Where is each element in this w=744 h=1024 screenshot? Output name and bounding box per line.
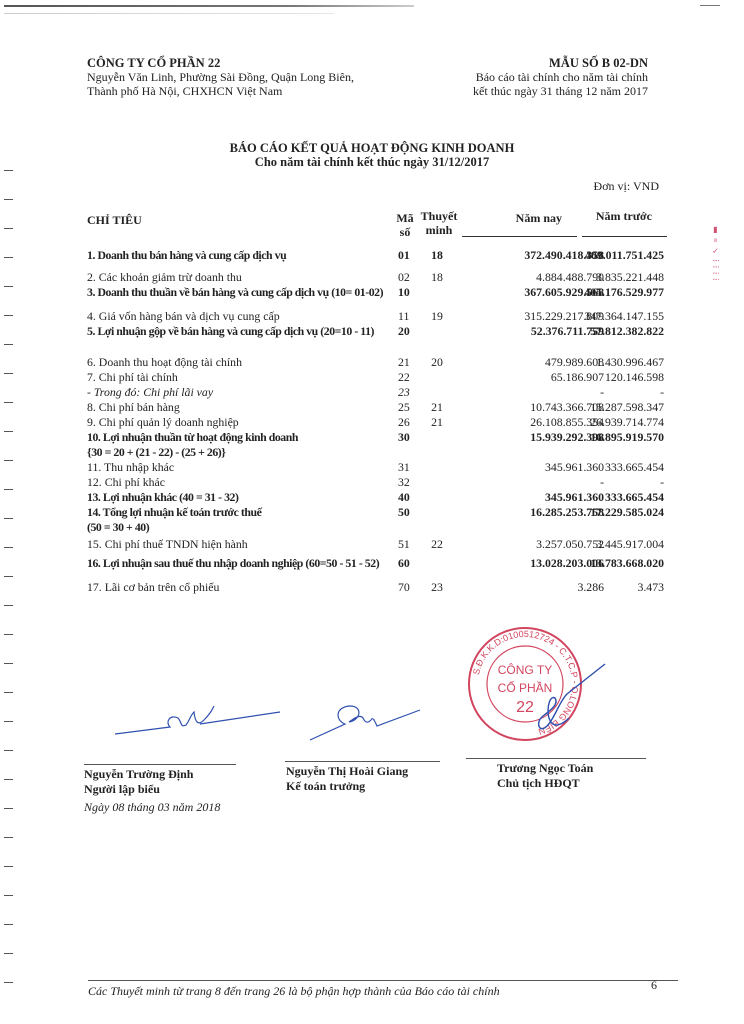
- row-code: 31: [398, 460, 410, 474]
- binding-mark: [4, 895, 13, 896]
- form-desc-line2: kết thúc ngày 31 tháng 12 năm 2017: [473, 84, 648, 98]
- currency-unit: Đơn vị: VND: [593, 179, 659, 193]
- table-row: [87, 430, 677, 445]
- binding-mark: [4, 344, 13, 345]
- table-row: [87, 445, 677, 460]
- row-note: 18: [431, 270, 443, 284]
- row-code: 70: [398, 580, 410, 594]
- row-code: 21: [398, 355, 410, 369]
- binding-mark: [4, 402, 13, 403]
- row-previous-year: -: [660, 385, 664, 399]
- header-code-line2: số: [399, 225, 411, 239]
- row-current-year: 3.257.050.752: [536, 537, 604, 551]
- row-previous-year: 1.430.996.467: [596, 355, 664, 369]
- row-previous-year: 57.812.382.822: [590, 324, 664, 338]
- report-subtitle: Cho năm tài chính kết thúc ngày 31/12/2017: [254, 155, 490, 169]
- binding-mark: [4, 750, 13, 751]
- row-code: 40: [398, 490, 410, 504]
- binding-mark: [4, 721, 13, 722]
- signatory-name: Trương Ngọc Toán: [497, 761, 594, 775]
- header-code: [396, 211, 414, 239]
- row-code: 23: [398, 385, 410, 399]
- stamp-line2: CỔ PHẦN: [497, 681, 553, 695]
- row-label: 12. Chi phí khác: [87, 475, 165, 489]
- binding-mark: [4, 576, 13, 577]
- binding-mark: [4, 605, 13, 606]
- row-previous-year: 333.665.454: [605, 460, 664, 474]
- header-note-line1: Thuyết: [420, 209, 458, 223]
- binding-mark: [4, 460, 13, 461]
- company-name: CÔNG TY CỔ PHẦN 22: [87, 56, 221, 70]
- signatory-chief-accountant: [286, 764, 408, 794]
- table-row: [87, 580, 677, 595]
- accountant-signature: [305, 692, 425, 752]
- binding-mark: [4, 286, 13, 287]
- row-current-year: 367.605.929.568: [524, 285, 604, 299]
- binding-mark: [4, 228, 13, 229]
- row-label: 17. Lãi cơ bản trên cổ phiếu: [87, 580, 220, 594]
- row-previous-year: 17.229.585.024: [590, 505, 664, 519]
- row-label: 1. Doanh thu bán hàng và cung cấp dịch vụ: [87, 248, 287, 262]
- row-note: 22: [431, 537, 443, 551]
- report-title-block: [0, 141, 744, 169]
- stamp-line1: CÔNG TY: [497, 663, 553, 677]
- table-row: [87, 270, 677, 285]
- binding-mark: [4, 373, 13, 374]
- table-row: [87, 309, 677, 324]
- row-label: 6. Doanh thu hoạt động tài chính: [87, 355, 242, 369]
- row-current-year: 372.490.418.358: [524, 248, 604, 262]
- row-label: - Trong đó: Chi phí lãi vay: [87, 385, 214, 399]
- binding-mark: [4, 547, 13, 548]
- table-row: [87, 248, 677, 263]
- signatory-name: Nguyễn Trường Định: [84, 767, 194, 781]
- row-note: 20: [431, 355, 443, 369]
- page-number: 6: [651, 978, 657, 992]
- signatory-name: Nguyễn Thị Hoài Giang: [286, 764, 409, 778]
- signature-line: [466, 758, 646, 759]
- signature-line: [285, 761, 440, 762]
- row-code: 51: [398, 537, 410, 551]
- side-page-stamp: ▮ ≡ ✓ ⁞ ⁞ ⁞ ⁞: [711, 225, 720, 282]
- row-current-year: 3.286: [577, 580, 604, 594]
- header-previous-year: Năm trước: [595, 209, 652, 223]
- signature-line: [84, 764, 236, 765]
- row-code: 20: [398, 324, 410, 338]
- row-code: 25: [398, 400, 410, 414]
- row-current-year: -: [600, 385, 604, 399]
- row-note: 23: [431, 580, 443, 594]
- row-label: 13. Lợi nhuận khác (40 = 31 - 32): [87, 490, 239, 504]
- signatory-role: Kế toán trưởng: [286, 779, 366, 793]
- binding-mark: [4, 489, 13, 490]
- row-previous-year: 3.473: [637, 580, 664, 594]
- binding-mark: [4, 315, 13, 316]
- table-row: [87, 355, 677, 370]
- row-previous-year: 333.665.454: [605, 490, 664, 504]
- row-current-year: 315.229.217.809: [524, 309, 604, 323]
- row-label: 10. Lợi nhuận thuần từ hoạt động kinh doanh: [87, 430, 298, 444]
- table-row: [87, 556, 677, 571]
- table-row: [87, 400, 677, 415]
- table-row: [87, 520, 677, 535]
- binding-mark: [4, 692, 13, 693]
- scan-edge-line: [700, 5, 720, 6]
- stamp-line3: 22: [516, 699, 534, 716]
- row-label: 4. Giá vốn hàng bán và dịch vụ cung cấp: [87, 309, 280, 323]
- table-row: [87, 370, 677, 385]
- binding-mark: [4, 170, 13, 171]
- row-code: 60: [398, 556, 410, 570]
- row-current-year: 479.989.608: [545, 355, 604, 369]
- row-code: 30: [398, 430, 410, 444]
- row-code: 26: [398, 415, 410, 429]
- row-note: 21: [431, 415, 443, 429]
- row-previous-year: 3.835.221.448: [596, 270, 664, 284]
- row-code: 02: [398, 270, 410, 284]
- row-label: {30 = 20 + (21 - 22) - (25 + 26)}: [87, 445, 226, 459]
- header-current-year: Năm nay: [515, 211, 562, 225]
- signing-date: Ngày 08 tháng 03 năm 2018: [84, 800, 221, 814]
- row-label: 9. Chi phí quản lý doanh nghiệp: [87, 415, 239, 429]
- row-code: 32: [398, 475, 410, 489]
- company-stamp: [455, 622, 625, 746]
- row-code: 01: [398, 248, 410, 262]
- row-label: 15. Chi phí thuế TNDN hiện hành: [87, 537, 248, 551]
- header-code-line1: Mã: [396, 211, 414, 225]
- report-title: BÁO CÁO KẾT QUẢ HOẠT ĐỘNG KINH DOANH: [229, 141, 515, 155]
- row-current-year: 65.186.907: [550, 370, 604, 384]
- binding-mark: [4, 982, 13, 983]
- table-row: [87, 490, 677, 505]
- row-label: (50 = 30 + 40): [87, 520, 150, 534]
- header-note: [418, 209, 460, 237]
- footer-rule: [88, 980, 678, 981]
- row-previous-year: 347.364.147.155: [584, 309, 664, 323]
- row-label: 14. Tổng lợi nhuận kế toán trước thuế: [87, 505, 262, 519]
- scan-edge-line: [4, 5, 414, 7]
- form-desc-line1: Báo cáo tài chính cho năm tài chính: [475, 70, 648, 84]
- table-row: [87, 324, 677, 339]
- row-label: 5. Lợi nhuận gộp về bán hàng và cung cấp dịch vụ (20=10 - 11): [87, 324, 375, 338]
- signatory-role: Chủ tịch HĐQT: [497, 776, 580, 790]
- row-code: 11: [398, 309, 410, 323]
- binding-mark: [4, 518, 13, 519]
- table-row: [87, 505, 677, 520]
- table-row: [87, 475, 677, 490]
- row-previous-year: 13.783.668.020: [590, 556, 664, 570]
- preparer-signature: [110, 692, 290, 752]
- row-current-year: 15.939.292.398: [530, 430, 604, 444]
- row-previous-year: -: [660, 475, 664, 489]
- row-note: 18: [431, 248, 443, 262]
- row-current-year: 345.961.360: [545, 460, 604, 474]
- binding-mark: [4, 779, 13, 780]
- binding-mark: [4, 634, 13, 635]
- binding-mark: [4, 866, 13, 867]
- signatory-chairman: [497, 761, 593, 791]
- row-current-year: -: [600, 475, 604, 489]
- table-row: [87, 415, 677, 430]
- header-item: CHỈ TIÊU: [87, 213, 142, 227]
- row-current-year: 345.961.360: [545, 490, 604, 504]
- row-code: 50: [398, 505, 410, 519]
- row-current-year: 13.028.203.006: [530, 556, 604, 570]
- row-label: 11. Thu nhập khác: [87, 460, 175, 474]
- row-label: 2. Các khoản giảm trừ doanh thu: [87, 270, 242, 284]
- header-underline: [462, 236, 577, 237]
- row-previous-year: 120.146.598: [605, 370, 664, 384]
- binding-mark: [4, 837, 13, 838]
- row-previous-year: 409.011.751.425: [585, 248, 664, 262]
- form-code: MẪU SỐ B 02-DN: [549, 56, 648, 70]
- company-block: [87, 56, 354, 98]
- row-current-year: 16.285.253.758: [530, 505, 604, 519]
- row-previous-year: 15.287.598.347: [590, 400, 664, 414]
- row-label: 7. Chi phí tài chính: [87, 370, 178, 384]
- form-block: [473, 56, 648, 98]
- signatory-role: Người lập biểu: [84, 782, 160, 796]
- row-previous-year: 26.939.714.774: [590, 415, 664, 429]
- signatory-preparer: [84, 767, 193, 797]
- stamp-ring-text: S.Đ.K.K.D:0100512724 - C.T.C.P - Q.LONG BIÊN: [470, 628, 581, 737]
- header-note-line2: minh: [425, 223, 453, 237]
- table-row: [87, 460, 677, 475]
- row-current-year: 52.376.711.759: [530, 324, 604, 338]
- row-previous-year: 3.445.917.004: [596, 537, 664, 551]
- row-previous-year: 16.895.919.570: [590, 430, 664, 444]
- row-note: 19: [431, 309, 443, 323]
- row-label: 8. Chi phí bán hàng: [87, 400, 180, 414]
- row-code: 22: [398, 370, 410, 384]
- row-current-year: 10.743.366.708: [530, 400, 604, 414]
- binding-mark: [4, 953, 13, 954]
- binding-mark: [4, 199, 13, 200]
- table-row: [87, 537, 677, 552]
- row-label: 16. Lợi nhuận sau thuế thu nhập doanh nghiệp (60=50 - 51 - 52): [87, 556, 380, 570]
- row-label: 3. Doanh thu thuần về bán hàng và cung cấp dịch vụ (10= 01-02): [87, 285, 384, 299]
- footer-note: Các Thuyết minh từ trang 8 đến trang 26 là bộ phận hợp thành của Báo cáo tài chính: [88, 984, 500, 998]
- row-previous-year: 405.176.529.977: [584, 285, 664, 299]
- binding-mark: [4, 808, 13, 809]
- binding-mark: [4, 924, 13, 925]
- table-row: [87, 385, 677, 400]
- binding-mark: [4, 431, 13, 432]
- binding-mark: [4, 663, 13, 664]
- row-note: 21: [431, 400, 443, 414]
- header-underline: [582, 236, 667, 237]
- row-current-year: 26.108.855.354: [530, 415, 604, 429]
- row-current-year: 4.884.488.790: [536, 270, 604, 284]
- company-address-line1: Nguyễn Văn Linh, Phường Sài Đồng, Quận Long Biên,: [87, 70, 354, 84]
- scan-edge-line: [4, 13, 334, 14]
- table-row: [87, 285, 677, 300]
- row-code: 10: [398, 285, 410, 299]
- binding-mark: [4, 257, 13, 258]
- company-address-line2: Thành phố Hà Nội, CHXHCN Việt Nam: [87, 84, 283, 98]
